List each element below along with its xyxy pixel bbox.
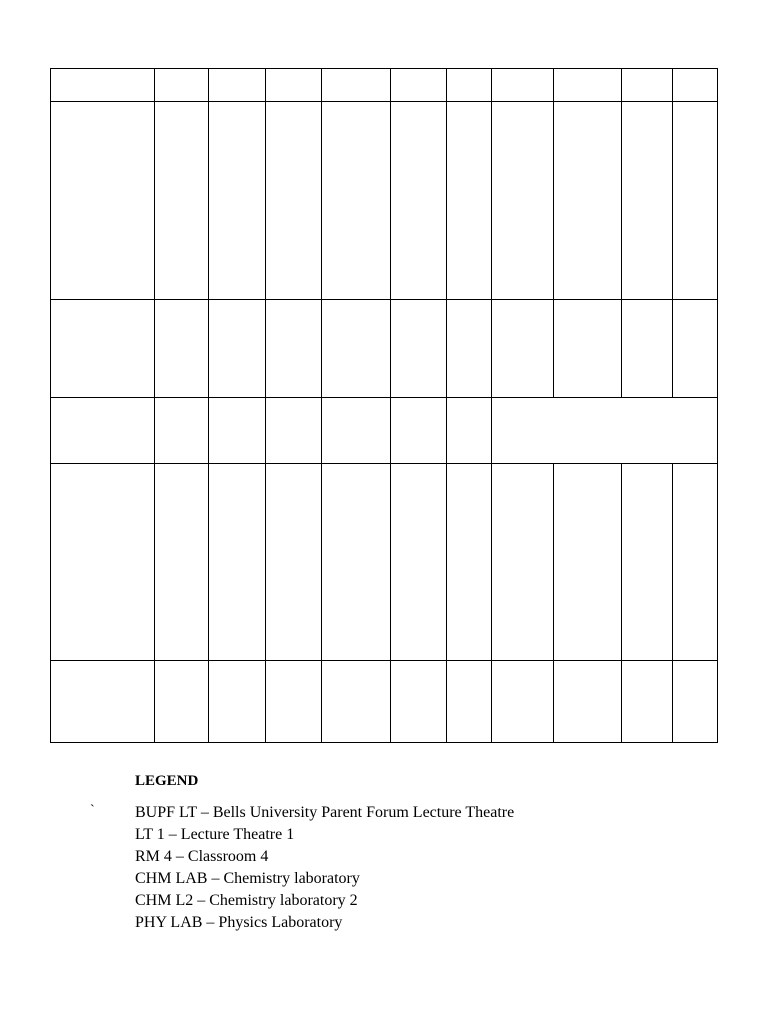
- legend-item-chm-l2: CHM L2 – Chemistry laboratory 2: [135, 892, 358, 909]
- grid-lines: [50, 68, 718, 743]
- legend-item-bupf-lt: BUPF LT – Bells University Parent Forum Lecture Theatre: [135, 804, 515, 821]
- legend-list: [135, 802, 514, 934]
- legend-item-phy-lab: PHY LAB – Physics Laboratory: [135, 914, 343, 931]
- backtick-mark: `: [90, 803, 95, 818]
- legend-item-lt-1: LT 1 – Lecture Theatre 1: [135, 826, 295, 843]
- legend-heading: LEGEND: [135, 773, 199, 789]
- legend-item-rm-4: RM 4 – Classroom 4: [135, 848, 269, 865]
- legend-item-chm-lab: CHM LAB – Chemistry laboratory: [135, 870, 360, 887]
- table-border: [51, 69, 718, 743]
